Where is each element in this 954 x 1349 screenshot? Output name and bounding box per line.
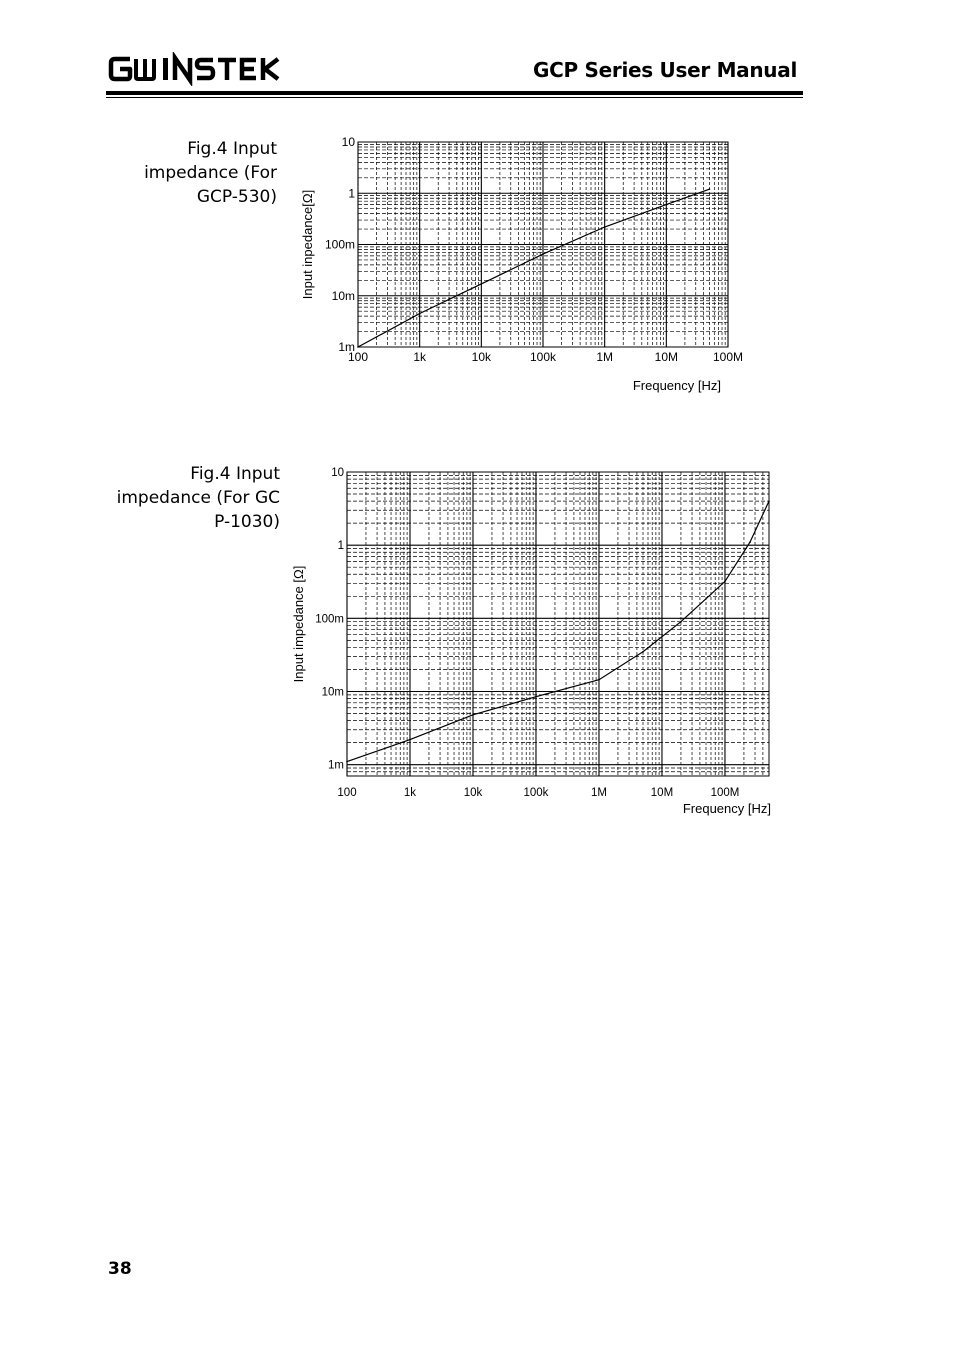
data-point xyxy=(642,651,644,653)
x-axis-label: Frequency [Hz] xyxy=(632,378,721,393)
caption-line: impedance (For GC xyxy=(116,488,280,508)
caption-line: Fig.4 Input xyxy=(187,139,277,159)
x-tick-label: 100 xyxy=(337,787,357,799)
data-point xyxy=(535,696,537,698)
x-tick-label: 100 xyxy=(347,350,369,364)
data-point xyxy=(409,739,411,741)
y-tick-label: 1m xyxy=(338,340,355,354)
y-tick-label: 100m xyxy=(324,237,355,252)
x-tick-label: 100k xyxy=(529,350,557,364)
caption-line: GCP-530) xyxy=(196,187,277,207)
figure-caption-gcp530 xyxy=(144,137,277,209)
data-point xyxy=(481,283,483,285)
x-tick-label: 10k xyxy=(471,350,492,364)
y-tick-label: 10 xyxy=(331,467,344,479)
data-point xyxy=(709,188,711,190)
page-number: 38 xyxy=(108,1259,132,1279)
data-point xyxy=(724,581,726,583)
data-point xyxy=(598,679,600,681)
x-tick-label: 1k xyxy=(413,350,427,364)
manual-title: GCP Series User Manual xyxy=(533,58,797,82)
data-point xyxy=(472,714,474,716)
data-point xyxy=(604,226,606,228)
impedance-chart-gcp530 xyxy=(290,130,760,400)
data-point xyxy=(768,500,770,502)
header-rule-thin xyxy=(106,97,803,98)
y-tick-label: 10 xyxy=(341,135,355,149)
x-tick-label: 100k xyxy=(523,787,549,799)
y-axis-label: Input impedance [Ω] xyxy=(291,565,306,683)
y-tick-label: 1m xyxy=(328,759,344,772)
data-point xyxy=(542,253,544,255)
data-point xyxy=(749,541,751,543)
x-tick-label: 100M xyxy=(710,787,740,799)
header-rule-thick xyxy=(106,91,803,95)
y-axis-label: Input inpedance[Ω] xyxy=(300,189,315,300)
y-tick-label: 100m xyxy=(315,613,344,626)
caption-line: impedance (For xyxy=(144,163,277,183)
x-axis-label: Frequency [Hz] xyxy=(682,801,771,816)
x-tick-label: 1M xyxy=(590,787,607,799)
gw-instek-logo xyxy=(108,52,280,86)
data-point xyxy=(680,621,682,623)
x-tick-label: 1k xyxy=(403,787,417,799)
x-tick-label: 10M xyxy=(650,787,674,799)
x-tick-label: 10k xyxy=(463,787,483,799)
impedance-chart-gcp1030 xyxy=(285,462,785,827)
x-grid xyxy=(347,472,769,776)
data-point xyxy=(346,761,348,763)
x-tick-label: 10M xyxy=(654,350,679,364)
y-tick-label: 10m xyxy=(331,288,355,303)
data-point xyxy=(419,313,421,315)
x-tick-label: 100M xyxy=(712,350,744,364)
data-point xyxy=(357,346,359,348)
x-tick-label: 1M xyxy=(596,350,614,364)
y-tick-label: 10m xyxy=(321,686,344,699)
figure-caption-gcp1030 xyxy=(117,462,280,534)
caption-line: Fig.4 Input xyxy=(190,464,280,484)
y-tick-label: 1 xyxy=(337,540,344,553)
caption-line: P-1030) xyxy=(214,512,280,532)
y-tick-label: 1 xyxy=(348,186,355,201)
data-point xyxy=(666,204,668,206)
